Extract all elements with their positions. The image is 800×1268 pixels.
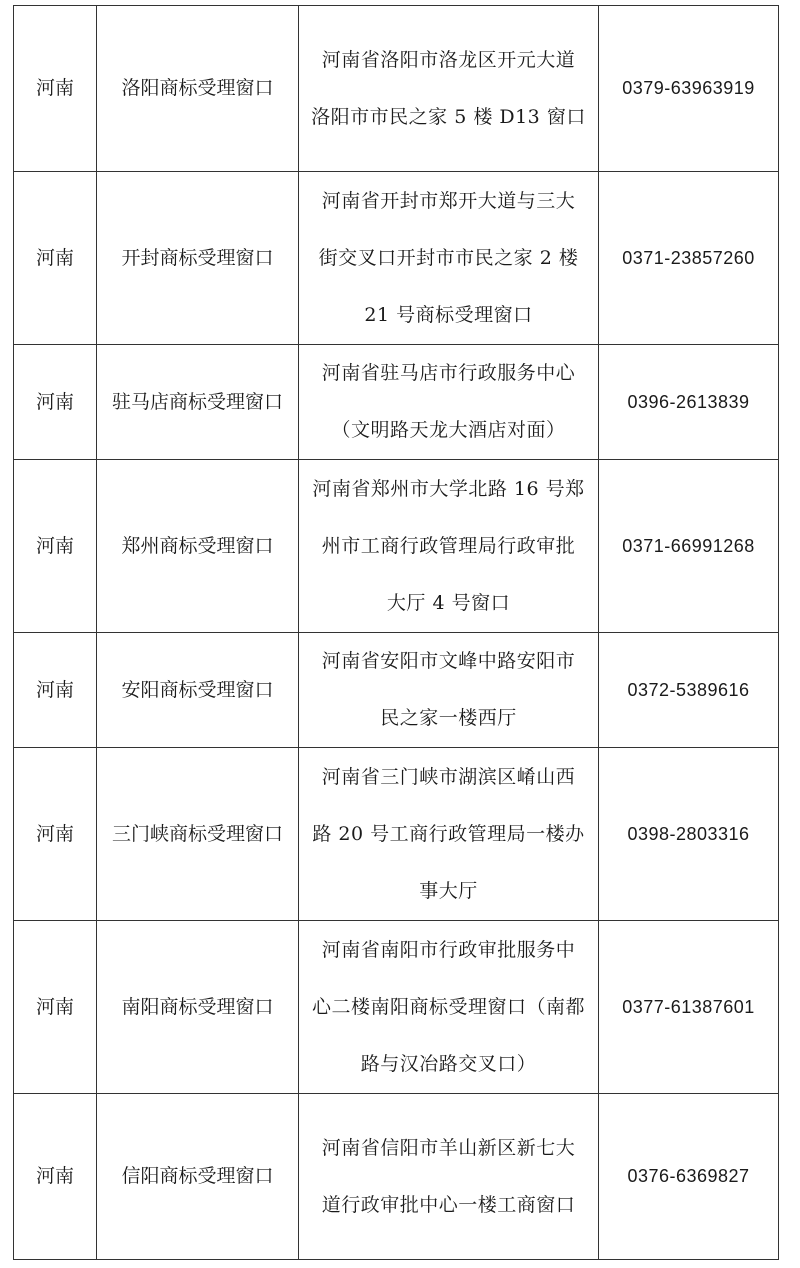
address-line: 河南省开封市郑开大道与三大 (321, 189, 576, 212)
address-line: 河南省安阳市文峰中路安阳市 (321, 650, 576, 672)
trademark-office-table (13, 5, 779, 1260)
table-row (14, 633, 779, 748)
office-name-cell: 三门峡商标受理窗口 (97, 748, 299, 921)
address-line: （文明路天龙大酒店对面） (331, 419, 566, 441)
address-line: 民之家一楼西厅 (380, 707, 517, 729)
province-cell: 河南 (14, 345, 97, 460)
phone-cell: 0371-23857260 (599, 172, 779, 345)
address-cell (299, 1094, 599, 1260)
table-row (14, 6, 779, 172)
office-name-cell: 郑州商标受理窗口 (97, 460, 299, 633)
address-line: 21 号商标受理窗口 (364, 303, 533, 326)
address-cell (299, 633, 599, 748)
province-cell: 河南 (14, 172, 97, 345)
province-cell: 河南 (14, 1094, 97, 1260)
phone-cell: 0371-66991268 (599, 460, 779, 633)
phone-cell: 0398-2803316 (599, 748, 779, 921)
office-name-cell: 开封商标受理窗口 (97, 172, 299, 345)
address-cell (299, 460, 599, 633)
table-body (14, 6, 779, 1260)
phone-cell: 0372-5389616 (599, 633, 779, 748)
province-cell: 河南 (14, 460, 97, 633)
table-row (14, 1094, 779, 1260)
phone-cell: 0396-2613839 (599, 345, 779, 460)
phone-cell: 0376-6369827 (599, 1094, 779, 1260)
address-line: 路 20 号工商行政管理局一楼办 (312, 822, 585, 845)
address-line: 河南省信阳市羊山新区新七大 (321, 1136, 576, 1159)
office-name-cell: 洛阳商标受理窗口 (97, 6, 299, 172)
table-row (14, 345, 779, 460)
table-row (14, 172, 779, 345)
province-cell: 河南 (14, 633, 97, 748)
address-line: 心二楼南阳商标受理窗口（南都 (311, 995, 585, 1018)
address-line: 河南省南阳市行政审批服务中 (321, 938, 576, 961)
office-name-cell: 信阳商标受理窗口 (97, 1094, 299, 1260)
address-line: 洛阳市市民之家 5 楼 D13 窗口 (311, 105, 586, 128)
province-cell: 河南 (14, 921, 97, 1094)
address-line: 河南省郑州市大学北路 16 号郑 (312, 477, 585, 500)
phone-cell: 0377-61387601 (599, 921, 779, 1094)
province-cell: 河南 (14, 6, 97, 172)
address-line: 道行政审批中心一楼工商窗口 (321, 1193, 576, 1216)
office-name-cell: 安阳商标受理窗口 (97, 633, 299, 748)
address-line: 河南省洛阳市洛龙区开元大道 (321, 48, 576, 71)
address-cell (299, 921, 599, 1094)
table-row (14, 921, 779, 1094)
office-name-cell: 驻马店商标受理窗口 (97, 345, 299, 460)
office-name-cell: 南阳商标受理窗口 (97, 921, 299, 1094)
address-line: 事大厅 (419, 879, 478, 902)
address-cell (299, 172, 599, 345)
address-line: 河南省驻马店市行政服务中心 (321, 362, 576, 384)
table-row (14, 748, 779, 921)
phone-cell: 0379-63963919 (599, 6, 779, 172)
address-cell (299, 345, 599, 460)
address-cell (299, 6, 599, 172)
province-cell: 河南 (14, 748, 97, 921)
address-line: 街交叉口开封市市民之家 2 楼 (318, 246, 579, 269)
address-line: 大厅 4 号窗口 (386, 591, 511, 614)
address-line: 路与汉冶路交叉口） (360, 1052, 537, 1075)
address-line: 河南省三门峡市湖滨区崤山西 (321, 765, 576, 788)
table-row (14, 460, 779, 633)
address-line: 州市工商行政管理局行政审批 (321, 534, 576, 557)
address-cell (299, 748, 599, 921)
